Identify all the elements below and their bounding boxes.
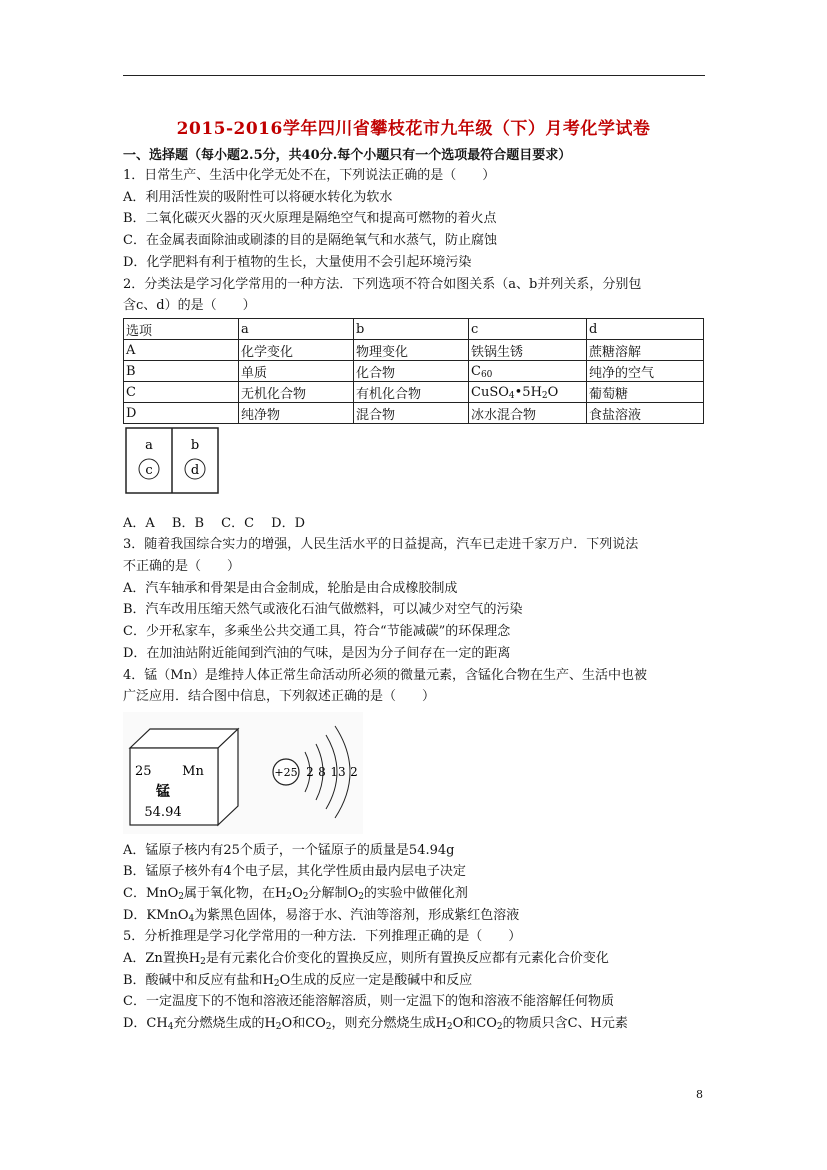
diagram-label-b: b — [190, 438, 200, 453]
q2-relation-diagram — [125, 427, 220, 495]
q4-manganese-figure — [123, 712, 363, 834]
table-cell: 食盐溶液 — [587, 403, 704, 424]
shell-electrons-4: 2 — [350, 765, 358, 779]
table-cell: 单质 — [239, 361, 354, 382]
section-heading: 一、选择题（每小题2.5分，共40分.每个小题只有一个选项最符合题目要求） — [123, 148, 572, 163]
table-cell: $CuSO_4•5H_2O$ — [469, 382, 587, 403]
page-title: 2015-2016学年四川省攀枝花市九年级（下）月考化学试卷 — [176, 119, 651, 139]
q5-option-b: B．酸碱中和反应有盐和$H_2O$生成的反应一定是酸碱中和反应 — [123, 973, 473, 989]
q5-option-c: C．一定温度下的不饱和溶液还能溶解溶质，则一定温下的饱和溶液不能溶解任何物质 — [123, 994, 614, 1009]
page-number: 8 — [696, 1088, 703, 1101]
diagram-label-a: a — [145, 438, 153, 453]
q2-stem-line2: 含c、d）的是（ ） — [123, 298, 256, 313]
table-cell: 化合物 — [354, 361, 469, 382]
q4-option-b: B．锰原子核外有4个电子层，其化学性质由最内层电子决定 — [123, 864, 466, 879]
shell-electrons-1: 2 — [306, 765, 314, 779]
table-cell: 选项 — [124, 319, 239, 340]
q1-option-c: C．在金属表面除油或刷漆的目的是隔绝氧气和水蒸气，防止腐蚀 — [123, 233, 497, 248]
table-cell: 物理变化 — [354, 340, 469, 361]
table-cell: 无机化合物 — [239, 382, 354, 403]
q2-options-table — [123, 318, 704, 424]
q5-option-d: D．$CH_4$充分燃烧生成的$H_2O$和$CO_2$，则充分燃烧生成$H_2O$和$CO_2$的物质只含C、H元素 — [123, 1016, 628, 1032]
table-cell: 纯净的空气 — [587, 361, 704, 382]
atomic-number: 25 — [135, 764, 152, 779]
shell-electrons-2: 8 — [318, 765, 326, 779]
q1-stem: 1．日常生产、生活中化学无处不在，下列说法正确的是（ ） — [123, 168, 496, 183]
table-cell: 纯净物 — [239, 403, 354, 424]
table-row — [124, 403, 704, 424]
q5-option-a: A．Zn置换$H_2$是有元素化合价变化的置换反应，则所有置换反应都有元素化合价变化 — [123, 951, 609, 967]
q1-option-a: A．利用活性炭的吸附性可以将硬水转化为软水 — [123, 190, 393, 205]
table-cell: 冰水混合物 — [469, 403, 587, 424]
table-cell: 有机化合物 — [354, 382, 469, 403]
table-cell: c — [469, 319, 587, 340]
q4-option-d: D．KMnO$_4$为紫黑色固体，易溶于水、汽油等溶剂，形成紫红色溶液 — [123, 908, 520, 924]
atomic-mass: 54.94 — [144, 805, 182, 820]
q3-option-c: C．少开私家车，多乘坐公共交通工具，符合“节能减碳”的环保理念 — [123, 624, 511, 639]
q1-option-b: B．二氧化碳灭火器的灭火原理是隔绝空气和提高可燃物的着火点 — [123, 211, 497, 226]
shell-electrons-3: 13 — [330, 765, 346, 779]
table-cell: A — [124, 340, 239, 361]
q1-option-d: D．化学肥料有利于植物的生长，大量使用不会引起环境污染 — [123, 255, 472, 270]
q3-option-a: A．汽车轴承和骨架是由合金制成，轮胎是由合成橡胶制成 — [123, 581, 458, 596]
table-row — [124, 382, 704, 403]
header-rule — [123, 75, 705, 76]
q5-stem: 5．分析推理是学习化学常用的一种方法．下列推理正确的是（ ） — [123, 929, 522, 944]
table-cell: 化学变化 — [239, 340, 354, 361]
diagram-label-d: d — [190, 463, 200, 478]
q4-option-c: C．MnO$_2$属于氧化物，在$H_2O_2$分解制$O_2$的实验中做催化剂 — [123, 886, 468, 902]
q2-options: A．A B．B C．C D．D — [123, 516, 306, 531]
q3-stem-line2: 不正确的是（ ） — [123, 559, 241, 574]
table-cell: $C_{60}$ — [469, 361, 587, 382]
table-cell: b — [354, 319, 469, 340]
table-cell: 铁锅生锈 — [469, 340, 587, 361]
table-cell: C — [124, 382, 239, 403]
q3-option-d: D．在加油站附近能闻到汽油的气味，是因为分子间存在一定的距离 — [123, 646, 511, 661]
q4-option-a: A．锰原子核内有25个质子，一个锰原子的质量是54.94g — [123, 843, 455, 858]
table-cell: 混合物 — [354, 403, 469, 424]
element-name: 锰 — [156, 784, 170, 800]
nuclear-charge: +25 — [274, 766, 298, 779]
q4-stem-line2: 广泛应用．结合图中信息，下列叙述正确的是（ ） — [123, 689, 436, 704]
table-header-row — [124, 319, 704, 340]
q2-stem-line1: 2．分类法是学习化学常用的一种方法．下列选项不符合如图关系（a、b并列关系，分别包 — [123, 277, 642, 292]
element-symbol: Mn — [182, 764, 204, 779]
table-cell: a — [239, 319, 354, 340]
q3-stem-line1: 3．随着我国综合实力的增强，人民生活水平的日益提高，汽车已走进千家万户．下列说法 — [123, 537, 639, 552]
table-cell: B — [124, 361, 239, 382]
table-row — [124, 361, 704, 382]
table-cell: 葡萄糖 — [587, 382, 704, 403]
table-row — [124, 340, 704, 361]
table-cell: d — [587, 319, 704, 340]
diagram-label-c: c — [145, 463, 153, 478]
table-cell: 蔗糖溶解 — [587, 340, 704, 361]
q3-option-b: B．汽车改用压缩天然气或液化石油气做燃料，可以减少对空气的污染 — [123, 602, 523, 617]
table-cell: D — [124, 403, 239, 424]
q4-stem-line1: 4．锰（Mn）是维持人体正常生命活动所必须的微量元素，含锰化合物在生产、生活中也被 — [123, 668, 647, 683]
